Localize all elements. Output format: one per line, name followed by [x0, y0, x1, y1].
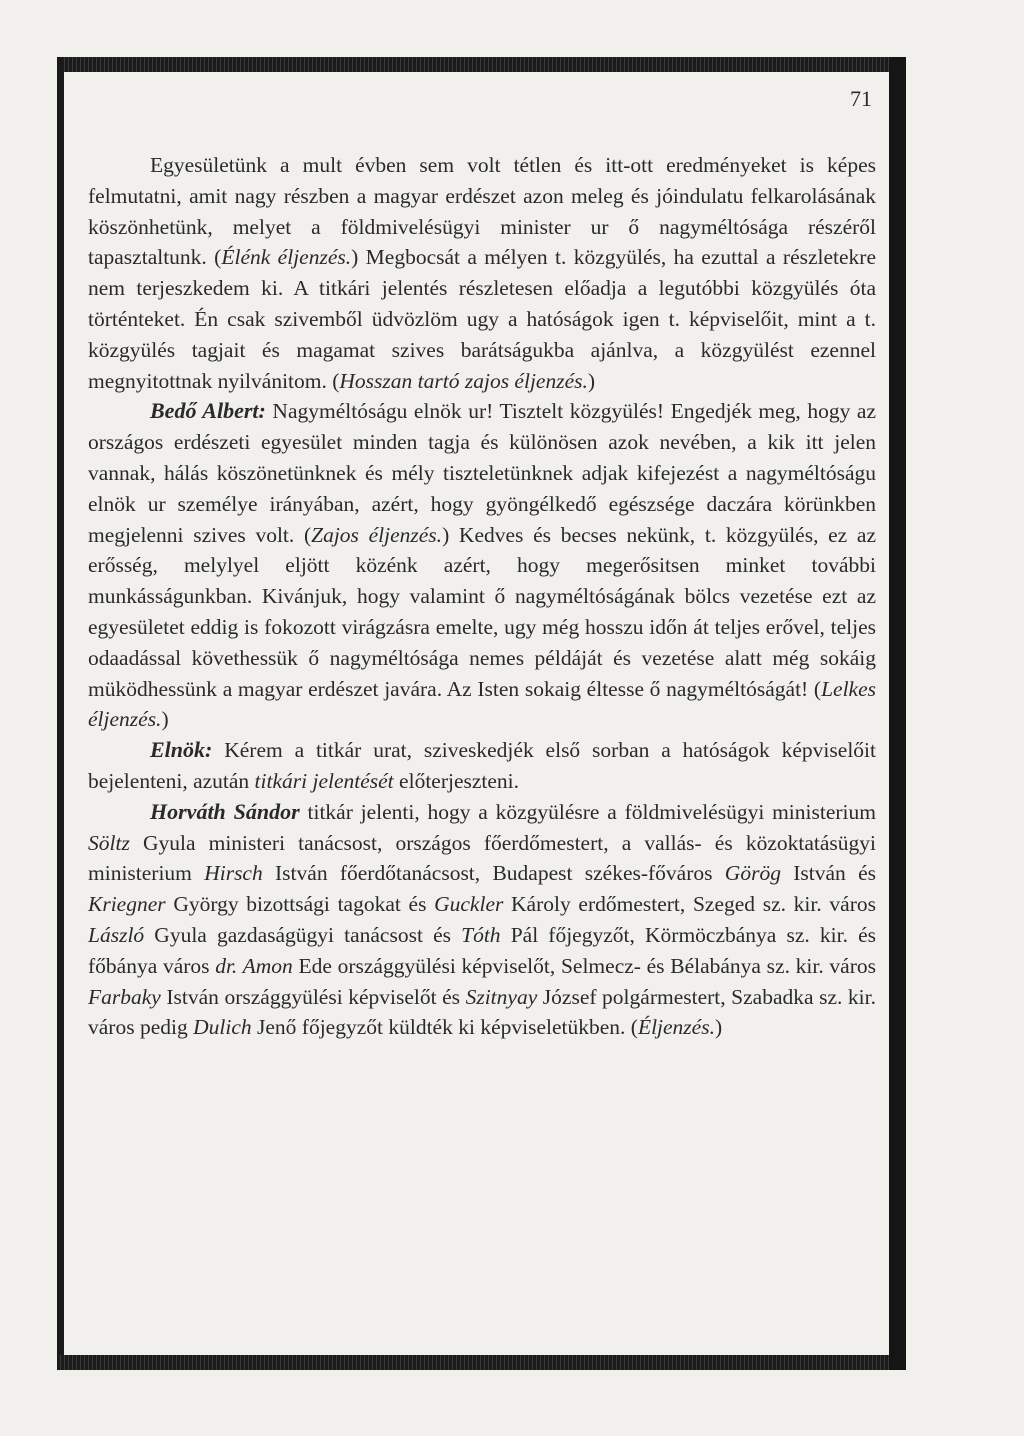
italic-remark: Hirsch: [204, 861, 263, 886]
text-segment: István országgyülési képviselőt és: [160, 984, 466, 1009]
text-segment: Ede országgyülési képviselőt, Selmecz- és Bélabánya sz. kir. város: [292, 953, 876, 978]
italic-remark: Farbaky: [88, 984, 161, 1009]
italic-remark: Szitnyay: [465, 984, 538, 1009]
text-segment: titkár jelenti, hogy a közgyülésre a földmivelésügyi ministerium: [299, 799, 876, 824]
italic-remark: Dulich: [193, 1015, 252, 1040]
page-content: [88, 86, 876, 1043]
text-segment: Gyula ministeri tanácsost, országos főerdőmestert, a vallás- és közoktatásügyi ministerium: [88, 830, 876, 886]
frame-left-border: [57, 57, 64, 1370]
text-segment: ): [714, 1015, 723, 1040]
text-segment: ): [161, 707, 169, 732]
italic-remark: dr. Amon: [215, 953, 293, 978]
italic-remark: Hosszan tartó zajos éljenzés.: [339, 368, 588, 393]
italic-remark: Tóth: [461, 922, 501, 947]
text-segment: Egyesületünk a mult évben sem volt tétlen és itt-ott eredményeket is képes felmutatni, amit nagy részben a magyar erdészet azon meleg és jóindulatu felkarolásának köszönhetünk, melyet a földmivelésügyi minister ur ő nagyméltósága részéről tapasztaltunk. (: [88, 153, 876, 270]
frame-top-border: [57, 57, 889, 72]
text-segment: Kérem a titkár urat, sziveskedjék első sorban a hatóságok képviselőit bejelenteni, azután: [88, 738, 876, 793]
text-segment: István és: [780, 861, 876, 886]
italic-remark: László: [88, 922, 145, 947]
paragraph: [88, 735, 876, 797]
speaker-name: Horváth Sándor: [150, 798, 300, 824]
text-segment: Károly erdőmestert, Szeged sz. kir. város: [503, 892, 876, 917]
italic-remark: Kriegner: [88, 892, 166, 917]
paragraph: [88, 150, 876, 396]
speaker-name: Elnök:: [150, 737, 213, 763]
body-text: [88, 150, 876, 1043]
text-segment: előterjeszteni.: [393, 768, 520, 793]
text-segment: György bizottsági tagokat és: [165, 892, 435, 917]
text-segment: ) Megbocsát a mélyen t. közgyülés, ha ezuttal a részletekre nem terjeszkedem ki. A titkári jelentés részletesen előadja a legutóbbi közgyülés óta történteket. Én csak szivemből üdvözlöm ugy a hatóságok igen t. képviselőit, mint a t. közgyülés tagjait és magamat szives barátságukba ajánlva, a közgyülést ezennel megnyitottnak nyilvánitom. (: [88, 245, 877, 393]
text-segment: ) Kedves és becses nekünk, t. közgyülés, ez az erősség, melylyel eljött közénk azért, hogy megerősitsen minket további munkásságunkban. Kivánjuk, hogy valamint ő nagyméltóságának bölcs vezetése ezt az egyesületet eddig is fokozott virágzásra emelte, ugy még hosszu időn át teljes erővel, teljes odaadással követhessük ő nagyméltósága nemes példáját és vezetése alatt még sokáig müködhessünk a magyar erdészet javára. Az Isten sokaig éltesse ő nagyméltóságát! (: [88, 522, 877, 701]
italic-remark: Söltz: [88, 830, 130, 855]
italic-remark: Zajos éljenzés.: [311, 522, 443, 547]
text-segment: ): [587, 368, 596, 393]
text-segment: Nagyméltóságu elnök ur! Tisztelt közgyülés! Engedjék meg, hogy az országos erdészeti egyesület minden tagja és különösen azok nevében, a kik itt jelen vannak, hálás köszönetünknek és mély tiszteletünknek adjak kifejezést a nagyméltóságu elnök ur személye irányában, azért, hogy gyöngélkedő egészsége daczára körünkben megjelenni szives volt. (: [88, 399, 876, 547]
speaker-name: Bedő Albert:: [150, 398, 266, 424]
text-segment: Pál főjegyzőt, Körmöczbánya sz. kir. és főbánya város: [88, 922, 877, 978]
paragraph: [88, 797, 876, 1043]
paragraph: [88, 396, 876, 735]
italic-remark: Lelkes éljenzés.: [88, 676, 876, 732]
page-number: 71: [850, 86, 872, 111]
frame-right-border: [889, 57, 906, 1370]
italic-remark: Élénk éljenzés.: [221, 245, 352, 270]
italic-remark: titkári jelentését: [254, 768, 394, 793]
italic-remark: Éljenzés.: [637, 1015, 715, 1040]
text-segment: Gyula gazdaságügyi tanácsost és: [144, 922, 462, 947]
text-segment: István főerdőtanácsost, Budapest székes-főváros: [262, 861, 725, 886]
italic-remark: Guckler: [434, 892, 504, 917]
text-segment: József polgármestert, Szabadka sz. kir. város pedig: [88, 984, 876, 1040]
text-segment: Jenő főjegyzőt küldték ki képviseletükben. (: [251, 1015, 638, 1040]
frame-bottom-border: [57, 1355, 889, 1370]
italic-remark: Görög: [724, 861, 781, 886]
